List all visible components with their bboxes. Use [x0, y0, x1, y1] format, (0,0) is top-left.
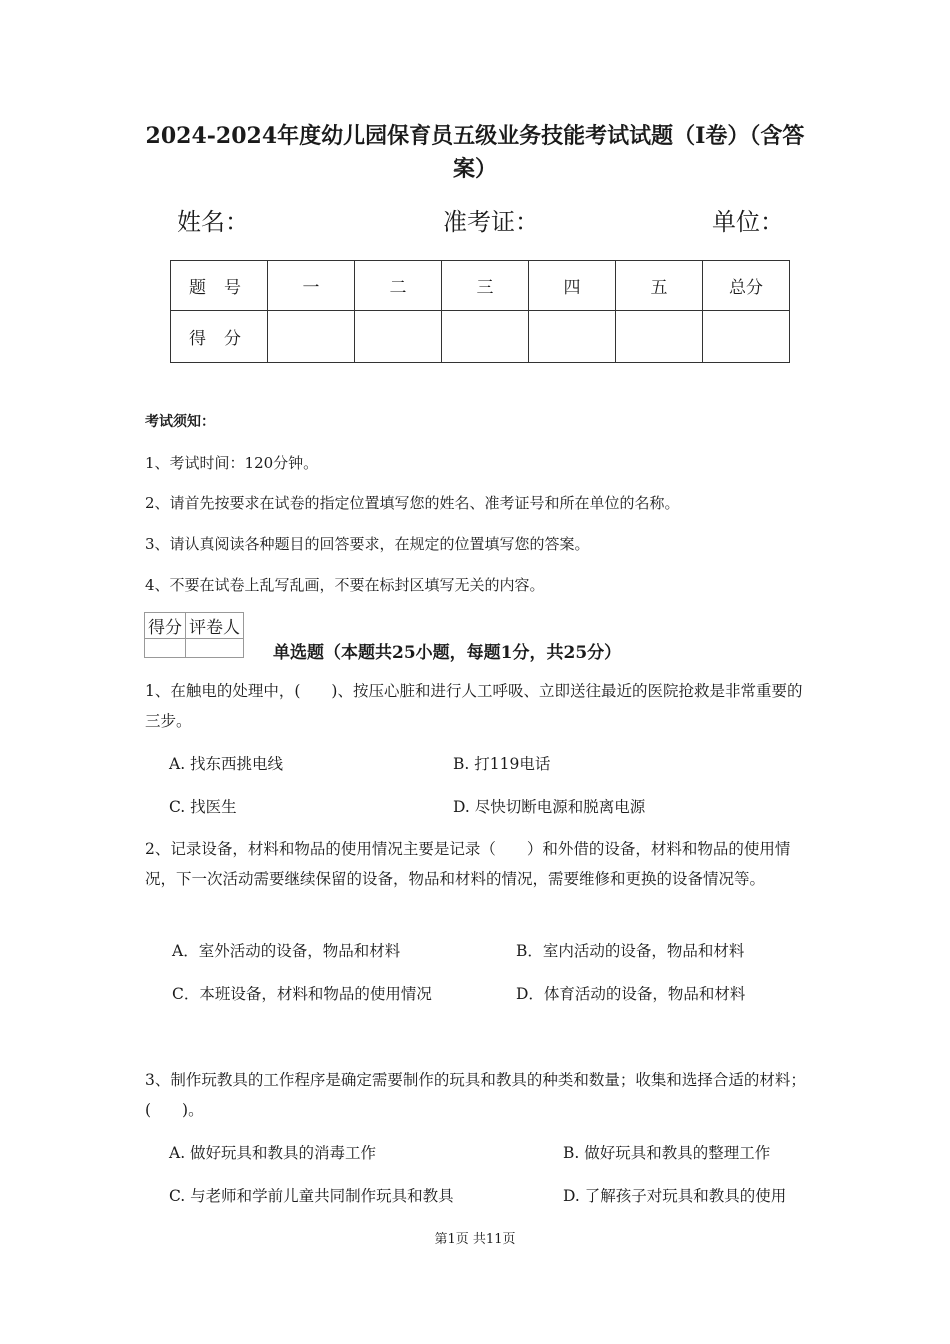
grader-reviewer-cell[interactable]: [186, 639, 244, 658]
candidate-info-row: [0, 202, 950, 238]
score-cell-5[interactable]: [616, 311, 703, 363]
score-table-score-row: [171, 311, 790, 363]
question-2-option-b[interactable]: B．室内活动的设备，物品和材料: [516, 942, 745, 960]
row-header-question-number: 题号: [171, 261, 268, 311]
question-2-option-c[interactable]: C．本班设备，材料和物品的使用情况: [172, 985, 432, 1003]
question-3-text: 3、制作玩教具的工作程序是确定需要制作的玩具和教具的种类和数量；收集和选择合适的材料；( )。: [145, 1071, 806, 1119]
row-header-score: 得分: [171, 311, 268, 363]
exam-id-label: 准考证：: [443, 208, 539, 236]
column-1: 一: [268, 261, 355, 311]
question-2-option-a[interactable]: A．室外活动的设备，物品和材料: [172, 942, 401, 960]
column-5: 五: [616, 261, 703, 311]
notice-title: 考试须知：: [145, 414, 215, 430]
notice-item-3: 3、请认真阅读各种题目的回答要求，在规定的位置填写您的答案。: [145, 535, 590, 553]
question-3-option-d[interactable]: D. 了解孩子对玩具和教具的使用: [563, 1187, 787, 1205]
score-cell-2[interactable]: [355, 311, 442, 363]
question-1-option-a[interactable]: A. 找东西挑电线: [169, 755, 284, 773]
question-3-option-c[interactable]: C. 与老师和学前儿童共同制作玩具和教具: [169, 1187, 454, 1205]
section-title: 单选题（本题共25小题，每题1分，共25分）: [273, 643, 622, 663]
score-table-header-row: [171, 261, 790, 311]
page-footer: 第1页 共11页: [434, 1232, 516, 1247]
unit-label: 单位：: [712, 208, 784, 236]
column-total: 总分: [703, 261, 790, 311]
notice-item-2: 2、请首先按要求在试卷的指定位置填写您的姓名、准考证号和所在单位的名称。: [145, 494, 680, 512]
score-cell-1[interactable]: [268, 311, 355, 363]
question-1-option-c[interactable]: C. 找医生: [169, 798, 237, 816]
question-2-option-d[interactable]: D．体育活动的设备，物品和材料: [516, 985, 746, 1003]
notice-item-1: 1、考试时间：120分钟。: [145, 454, 319, 472]
question-2-text: 2、记录设备，材料和物品的使用情况主要是记录（ ）和外借的设备，材料和物品的使用情况，下一次活动需要继续保留的设备，物品和材料的情况，需要维修和更换的设备情况等。: [145, 840, 791, 888]
question-1-option-d[interactable]: D. 尽快切断电源和脱离电源: [453, 798, 646, 816]
grader-score-label: 得分: [145, 613, 186, 639]
column-4: 四: [529, 261, 616, 311]
column-2: 二: [355, 261, 442, 311]
question-3-option-a[interactable]: A. 做好玩具和教具的消毒工作: [169, 1144, 377, 1162]
notice-item-4: 4、不要在试卷上乱写乱画，不要在标封区填写无关的内容。: [145, 576, 545, 594]
grader-reviewer-label: 评卷人: [186, 613, 244, 639]
question-3-option-b[interactable]: B. 做好玩具和教具的整理工作: [563, 1144, 771, 1162]
name-label: 姓名：: [177, 208, 249, 236]
question-1-text: 1、在触电的处理中，( )、按压心脏和进行人工呼吸、立即送往最近的医院抢救是非常重要的三步。: [145, 682, 803, 730]
question-1-option-b[interactable]: B. 打119电话: [453, 755, 551, 773]
grader-box: [144, 612, 244, 658]
grader-score-cell[interactable]: [145, 639, 186, 658]
score-cell-3[interactable]: [442, 311, 529, 363]
document-title: 2024-2024年度幼儿园保育员五级业务技能考试试题（I卷）（含答案）: [145, 123, 805, 182]
column-3: 三: [442, 261, 529, 311]
score-cell-4[interactable]: [529, 311, 616, 363]
score-cell-total[interactable]: [703, 311, 790, 363]
score-table: [170, 260, 790, 363]
